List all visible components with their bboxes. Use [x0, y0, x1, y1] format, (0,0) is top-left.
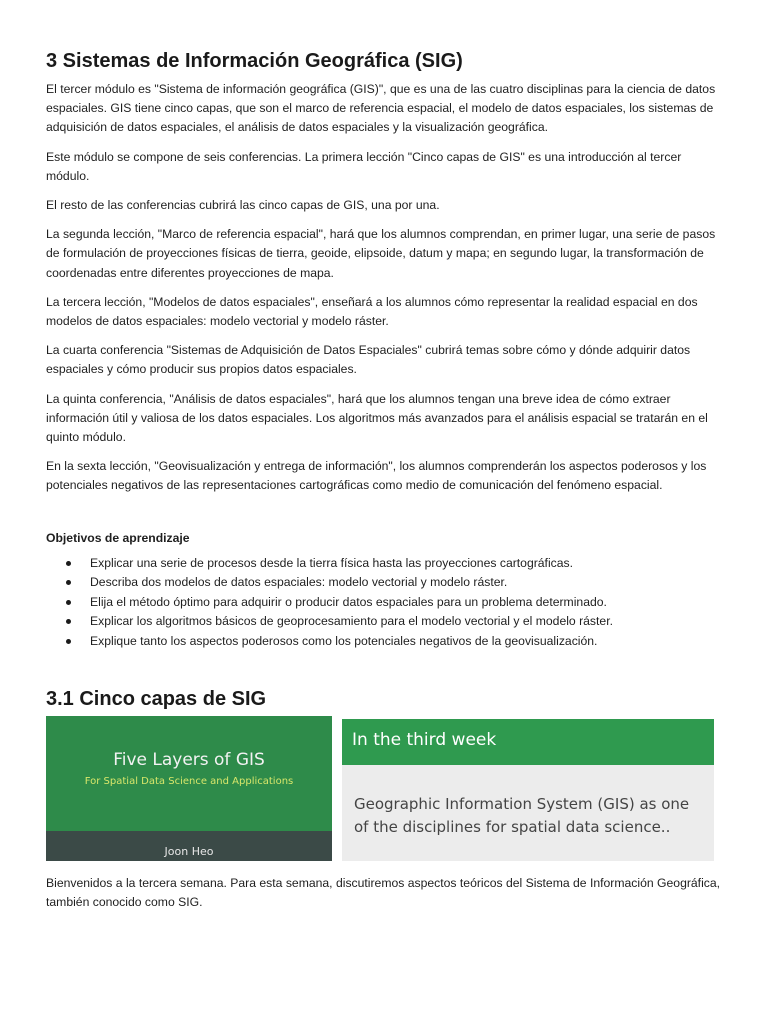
- slide-subtitle: For Spatial Data Science and Applications: [84, 775, 294, 787]
- paragraph: La cuarta conferencia "Sistemas de Adquisición de Datos Espaciales" cubrirá temas sobre cómo y dónde adquirir datos espaciales y cómo producir sus propios datos espaciales.: [46, 343, 691, 377]
- section-3-title: 3 Sistemas de Información Geográfica (SIG): [46, 50, 463, 72]
- paragraph: La segunda lección, "Marco de referencia espacial", hará que los alumnos comprendan, en primer lugar, una serie de pasos de formulación de proyecciones físicas de tierra, geoide, elipsoide, datum y mapa; en segundo lugar, la transformación de coordenadas entre diferentes proyecciones de mapa.: [46, 227, 716, 280]
- paragraph: Bienvenidos a la tercera semana. Para esta semana, discutiremos aspectos teóricos del Sistema de Información Geográfica, también conocido como SIG.: [46, 875, 721, 909]
- paragraph: El tercer módulo es "Sistema de información geográfica (GIS)", que es una de las cuatro disciplinas para la ciencia de datos espaciales. GIS tiene cinco capas, que son el marco de referencia espacial, el modelo de datos espaciales, los sistemas de adquisición de datos espaciales, el análisis de datos espaciales y la visualización geográfica.: [46, 82, 716, 135]
- paragraph: Este módulo se compone de seis conferencias. La primera lección "Cinco capas de GIS" es una introducción al tercer módulo.: [46, 149, 682, 183]
- slide-third-week: [342, 719, 714, 861]
- slide-title: In the third week: [352, 729, 497, 750]
- paragraph: La quinta conferencia, "Análisis de datos espaciales", hará que los alumnos tengan una breve idea de cómo extraer información útil y valiosa de los datos espaciales. Los algoritmos más avanzados para el análisis espacial se tratarán en el quinto módulo.: [46, 391, 708, 445]
- list-item: Explicar una serie de procesos desde la tierra física hasta las proyecciones cartográficas.: [90, 554, 726, 574]
- document-page: [46, 48, 726, 922]
- slide-title: Five Layers of GIS: [113, 749, 265, 770]
- slides-row: [46, 716, 726, 864]
- objectives-list: [46, 554, 726, 652]
- slide-five-layers: [46, 716, 332, 861]
- paragraph: La tercera lección, "Modelos de datos espaciales", enseñará a los alumnos cómo representar la realidad espacial en dos modelos de datos espaciales: modelo vectorial y modelo ráster.: [46, 294, 698, 329]
- section-3-1-title: 3.1 Cinco capas de SIG: [46, 687, 267, 710]
- paragraph: En la sexta lección, "Geovisualización y entrega de información", los alumnos comprenderán los aspectos poderosos y los potenciales negativos de las representaciones cartográficas como medio de comunicación del fenómeno espacial.: [46, 459, 707, 493]
- slide-author: Joon Heo: [164, 844, 214, 858]
- list-item: Explique tanto los aspectos poderosos como los potenciales negativos de la geovisualización.: [90, 632, 726, 652]
- paragraph: El resto de las conferencias cubrirá las cinco capas de GIS, una por una.: [46, 198, 440, 213]
- list-item: Describa dos modelos de datos espaciales: modelo vectorial y modelo ráster.: [90, 573, 726, 593]
- list-item: Elija el método óptimo para adquirir o producir datos espaciales para un problema determinado.: [90, 593, 726, 613]
- list-item: Explicar los algoritmos básicos de geoprocesamiento para el modelo vectorial y el modelo ráster.: [90, 612, 726, 632]
- objectives-title: Objetivos de aprendizaje: [46, 530, 190, 545]
- slide-body: Geographic Information System (GIS) as one of the disciplines for spatial data science..: [354, 794, 690, 836]
